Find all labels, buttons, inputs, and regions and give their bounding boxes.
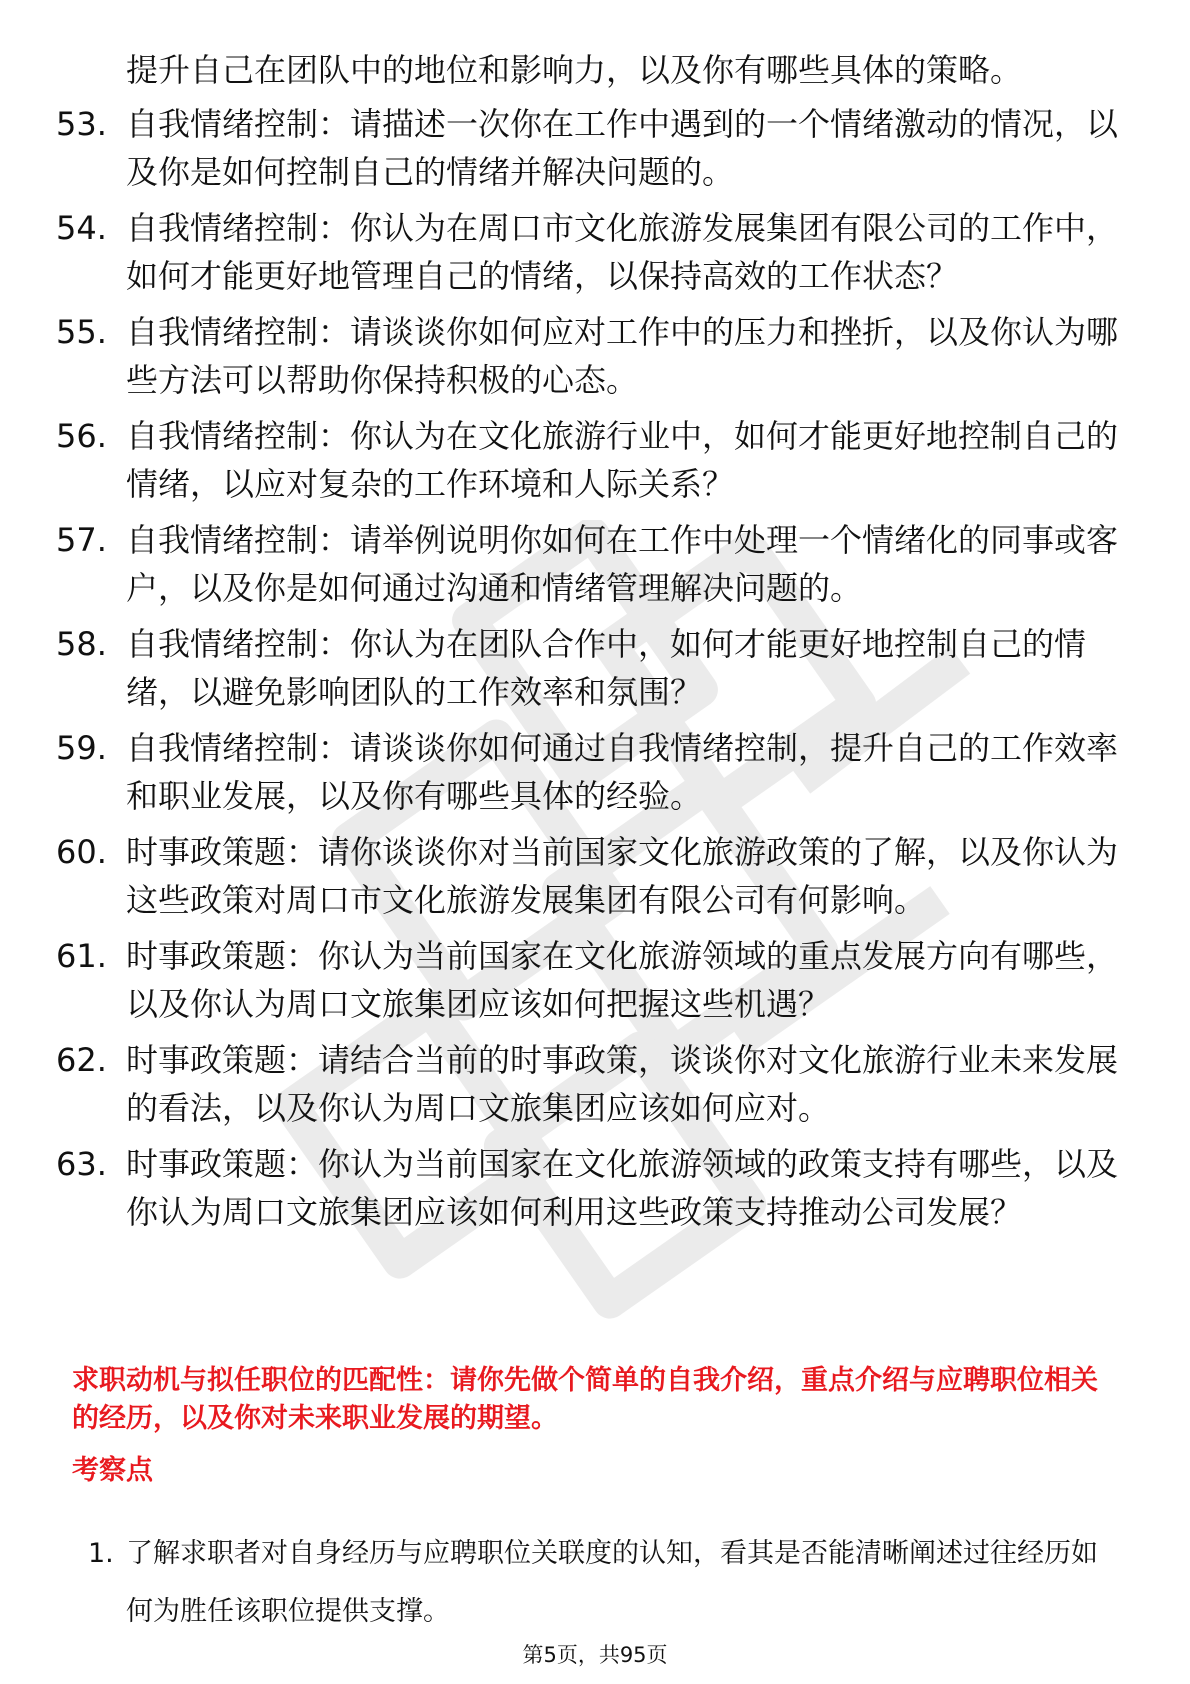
- question-text: 自我情绪控制：请举例说明你如何在工作中处理一个情绪化的同事或客户，以及你是如何通过沟通和情绪管理解决问题的。: [126, 521, 1119, 607]
- question-text: 自我情绪控制：你认为在周口市文化旅游发展集团有限公司的工作中，如何才能更好地管理自己的情绪，以保持高效的工作状态？: [126, 209, 1119, 295]
- assessment-point: [0, 1525, 1190, 1641]
- question-number: 60.: [56, 833, 107, 871]
- question-item: [0, 412, 1190, 508]
- question-item: [0, 1140, 1190, 1236]
- question-item: [0, 828, 1190, 924]
- point-number: 1.: [88, 1538, 114, 1569]
- question-text: 时事政策题：你认为当前国家在文化旅游领域的政策支持有哪些，以及你认为周口文旅集团应该如何利用这些政策支持推动公司发展？: [126, 1145, 1119, 1231]
- question-number: 59.: [56, 729, 107, 767]
- highlighted-question: 求职动机与拟任职位的匹配性：请你先做个简单的自我介绍，重点介绍与应聘职位相关的经历，以及你对未来职业发展的期望。: [72, 1365, 1098, 1434]
- question-number: 63.: [56, 1145, 107, 1183]
- question-text: 时事政策题：你认为当前国家在文化旅游领域的重点发展方向有哪些，以及你认为周口文旅集团应该如何把握这些机遇？: [126, 937, 1119, 1023]
- question-item: [0, 1036, 1190, 1132]
- question-text: 时事政策题：请结合当前的时事政策，谈谈你对文化旅游行业未来发展的看法，以及你认为周口文旅集团应该如何应对。: [126, 1041, 1119, 1127]
- section-heading: 考察点: [72, 1455, 153, 1486]
- question-number: 54.: [56, 209, 107, 247]
- question-text: 自我情绪控制：请谈谈你如何应对工作中的压力和挫折，以及你认为哪些方法可以帮助你保持积极的心态。: [126, 313, 1119, 399]
- question-list: [0, 100, 1190, 1244]
- question-text: 自我情绪控制：你认为在团队合作中，如何才能更好地控制自己的情绪，以避免影响团队的工作效率和氛围？: [126, 625, 1087, 711]
- question-item: [0, 516, 1190, 612]
- page-footer: 第5页，共95页: [522, 1643, 668, 1667]
- question-number: 61.: [56, 937, 107, 975]
- question-number: 57.: [56, 521, 107, 559]
- question-text: 时事政策题：请你谈谈你对当前国家文化旅游政策的了解，以及你认为这些政策对周口市文化旅游发展集团有限公司有何影响。: [126, 833, 1119, 919]
- question-number: 56.: [56, 417, 107, 455]
- question-item: [0, 204, 1190, 300]
- point-text: 了解求职者对自身经历与应聘职位关联度的认知，看其是否能清晰阐述过往经历如何为胜任该职位提供支撑。: [126, 1538, 1098, 1627]
- question-text: 自我情绪控制：你认为在文化旅游行业中，如何才能更好地控制自己的情绪，以应对复杂的工作环境和人际关系？: [126, 417, 1119, 503]
- question-item: [0, 932, 1190, 1028]
- continuation-text: 提升自己在团队中的地位和影响力，以及你有哪些具体的策略。: [126, 51, 1023, 89]
- question-text: 自我情绪控制：请谈谈你如何通过自我情绪控制，提升自己的工作效率和职业发展，以及你有哪些具体的经验。: [126, 729, 1119, 815]
- question-item: [0, 100, 1190, 196]
- question-text: 自我情绪控制：请描述一次你在工作中遇到的一个情绪激动的情况，以及你是如何控制自己的情绪并解决问题的。: [126, 105, 1119, 191]
- question-number: 53.: [56, 105, 107, 143]
- question-number: 62.: [56, 1041, 107, 1079]
- question-item: [0, 308, 1190, 404]
- question-item: [0, 724, 1190, 820]
- question-item: [0, 620, 1190, 716]
- question-number: 58.: [56, 625, 107, 663]
- question-number: 55.: [56, 313, 107, 351]
